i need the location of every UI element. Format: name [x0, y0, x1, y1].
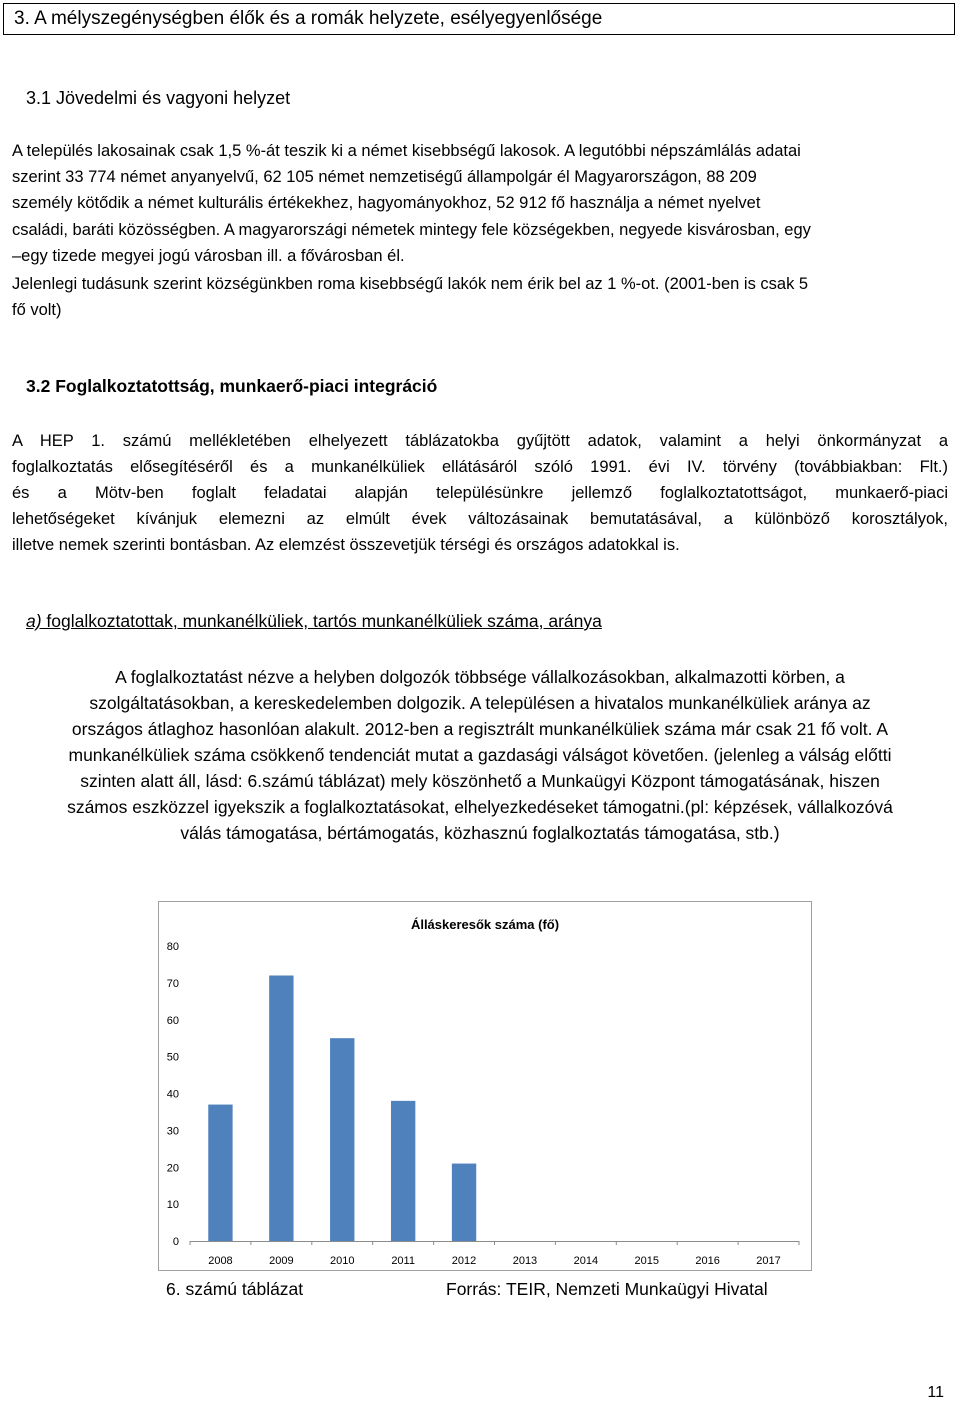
text-line: foglalkoztatás elősegítéséről és a munkanélküliek ellátásáról szóló 1991. évi IV. törvény (továbbiakban: Flt.) — [12, 458, 948, 476]
paragraph-employment-situation — [12, 664, 948, 846]
y-tick-label: 80 — [166, 941, 179, 953]
table-caption: 6. számú táblázat — [166, 1279, 304, 1299]
page-number: 11 — [927, 1384, 944, 1401]
text-line: szerint 33 774 német anyanyelvű, 62 105 német nemzetiségű állampolgár él Magyarországon, 88 209 — [12, 168, 757, 186]
text-line: A település lakosainak csak 1,5 %-át teszik ki a német kisebbségű lakosok. A legutóbbi népszámlálás adatai — [12, 142, 801, 160]
y-tick-label: 0 — [172, 1236, 179, 1248]
text-line: számos eszközzel igyekszik a foglalkoztatásokat, elhelyezkedéseket támogatni.(pl: képzések, vállalkozóvá — [67, 797, 893, 817]
section-heading: 3. A mélyszegénységben élők és a romák helyzete, esélyegyenlősége — [3, 3, 955, 35]
bar-2008 — [208, 1105, 232, 1241]
bar-2011 — [391, 1101, 415, 1241]
text-line: és a Mötv-ben foglalt feladatai alapján településünkre jellemző foglalkoztatottságot, munkaerő-piaci — [12, 484, 948, 502]
text-line: családi, baráti közösségben. A magyarországi németek mintegy fele községekben, negyede kisvárosban, egy — [12, 221, 811, 239]
bar-2009 — [269, 976, 293, 1242]
bar-2010 — [330, 1038, 354, 1241]
subsection-heading-employment: 3.2 Foglalkoztatottság, munkaerő-piaci integráció — [26, 376, 438, 396]
y-tick-label: 50 — [166, 1051, 179, 1064]
job-seekers-chart-svg — [159, 902, 811, 1270]
paragraph-roma-minority — [12, 271, 948, 323]
y-tick-label: 30 — [166, 1125, 179, 1138]
text-line: munkanélküliek száma csökkenő tendenciát mutat a gazdasági válságot követően. (jelenleg a válság előtti — [68, 745, 892, 765]
text-line: lehetőségeket kívánjuk elemezni az elmúlt évek változásainak bemutatásával, a különböző korosztályok, — [12, 510, 948, 528]
y-tick-label: 60 — [166, 1014, 179, 1027]
job-seekers-chart — [158, 901, 812, 1271]
text-line: fő volt) — [12, 301, 62, 319]
x-tick-label: 2010 — [330, 1255, 355, 1267]
subheading-text: foglalkoztatottak, munkanélküliek, tartós munkanélküliek száma, aránya — [41, 611, 602, 631]
text-line: szinten alatt áll, lásd: 6.számú táblázat) mely köszönhető a Munkaügyi Központ támogatásának, hiszen — [80, 771, 880, 791]
text-line: szolgáltatásokban, a kereskedelemben dolgozik. A településen a hivatalos munkanélküliek aránya az — [89, 693, 871, 713]
text-line: országos átlaghoz hasonlóan alakult. 2012-ben a regisztrált munkanélküliek száma már csak 21 fő volt. A — [71, 719, 889, 739]
x-tick-label: 2015 — [634, 1255, 659, 1267]
bar-2012 — [452, 1164, 476, 1241]
x-tick-label: 2017 — [756, 1255, 781, 1267]
x-tick-label: 2008 — [208, 1255, 233, 1267]
y-tick-label: 70 — [166, 977, 179, 990]
subheading-unemployment — [26, 611, 602, 632]
text-line: –egy tizede megyei jogú városban ill. a fővárosban él. — [12, 247, 405, 265]
x-tick-label: 2009 — [269, 1255, 294, 1267]
x-tick-label: 2014 — [573, 1255, 599, 1267]
text-line: illetve nemek szerinti bontásban. Az elemzést összevetjük térségi és országos adatokkal is. — [12, 536, 680, 554]
y-tick-label: 40 — [166, 1088, 179, 1101]
text-line: válás támogatása, bértámogatás, közhasznú foglalkoztatás támogatása, stb.) — [180, 823, 780, 843]
y-tick-label: 20 — [166, 1162, 179, 1175]
text-line: Jelenlegi tudásunk szerint községünkben roma kisebbségű lakók nem érik bel az 1 %-ot. (2001-ben is csak 5 — [12, 275, 809, 293]
x-tick-label: 2013 — [512, 1255, 538, 1267]
paragraph-employment-intro — [12, 428, 948, 558]
subsection-heading-income: 3.1 Jövedelmi és vagyoni helyzet — [26, 88, 291, 108]
y-tick-label: 10 — [166, 1199, 179, 1212]
paragraph-german-minority — [12, 138, 948, 216]
x-tick-label: 2011 — [391, 1255, 415, 1267]
source-caption: Forrás: TEIR, Nemzeti Munkaügyi Hivatal — [446, 1279, 768, 1299]
text-line: A foglalkoztatást nézve a helyben dolgozók többsége vállalkozásokban, alkalmazotti körben, a — [115, 667, 845, 687]
x-tick-label: 2016 — [695, 1255, 720, 1267]
x-tick-label: 2012 — [451, 1255, 477, 1267]
subheading-prefix: a) — [26, 611, 42, 631]
paragraph-german-distribution — [12, 217, 948, 269]
text-line: személy kötődik a német kulturális értékekhez, hagyományokhoz, 52 912 fő használja a német nyelvet — [12, 194, 761, 212]
chart-title: Álláskeresők száma (fő) — [410, 917, 560, 932]
text-line: A HEP 1. számú mellékletében elhelyezett táblázatokba gyűjtött adatok, valamint a helyi önkormányzat a — [12, 432, 948, 450]
